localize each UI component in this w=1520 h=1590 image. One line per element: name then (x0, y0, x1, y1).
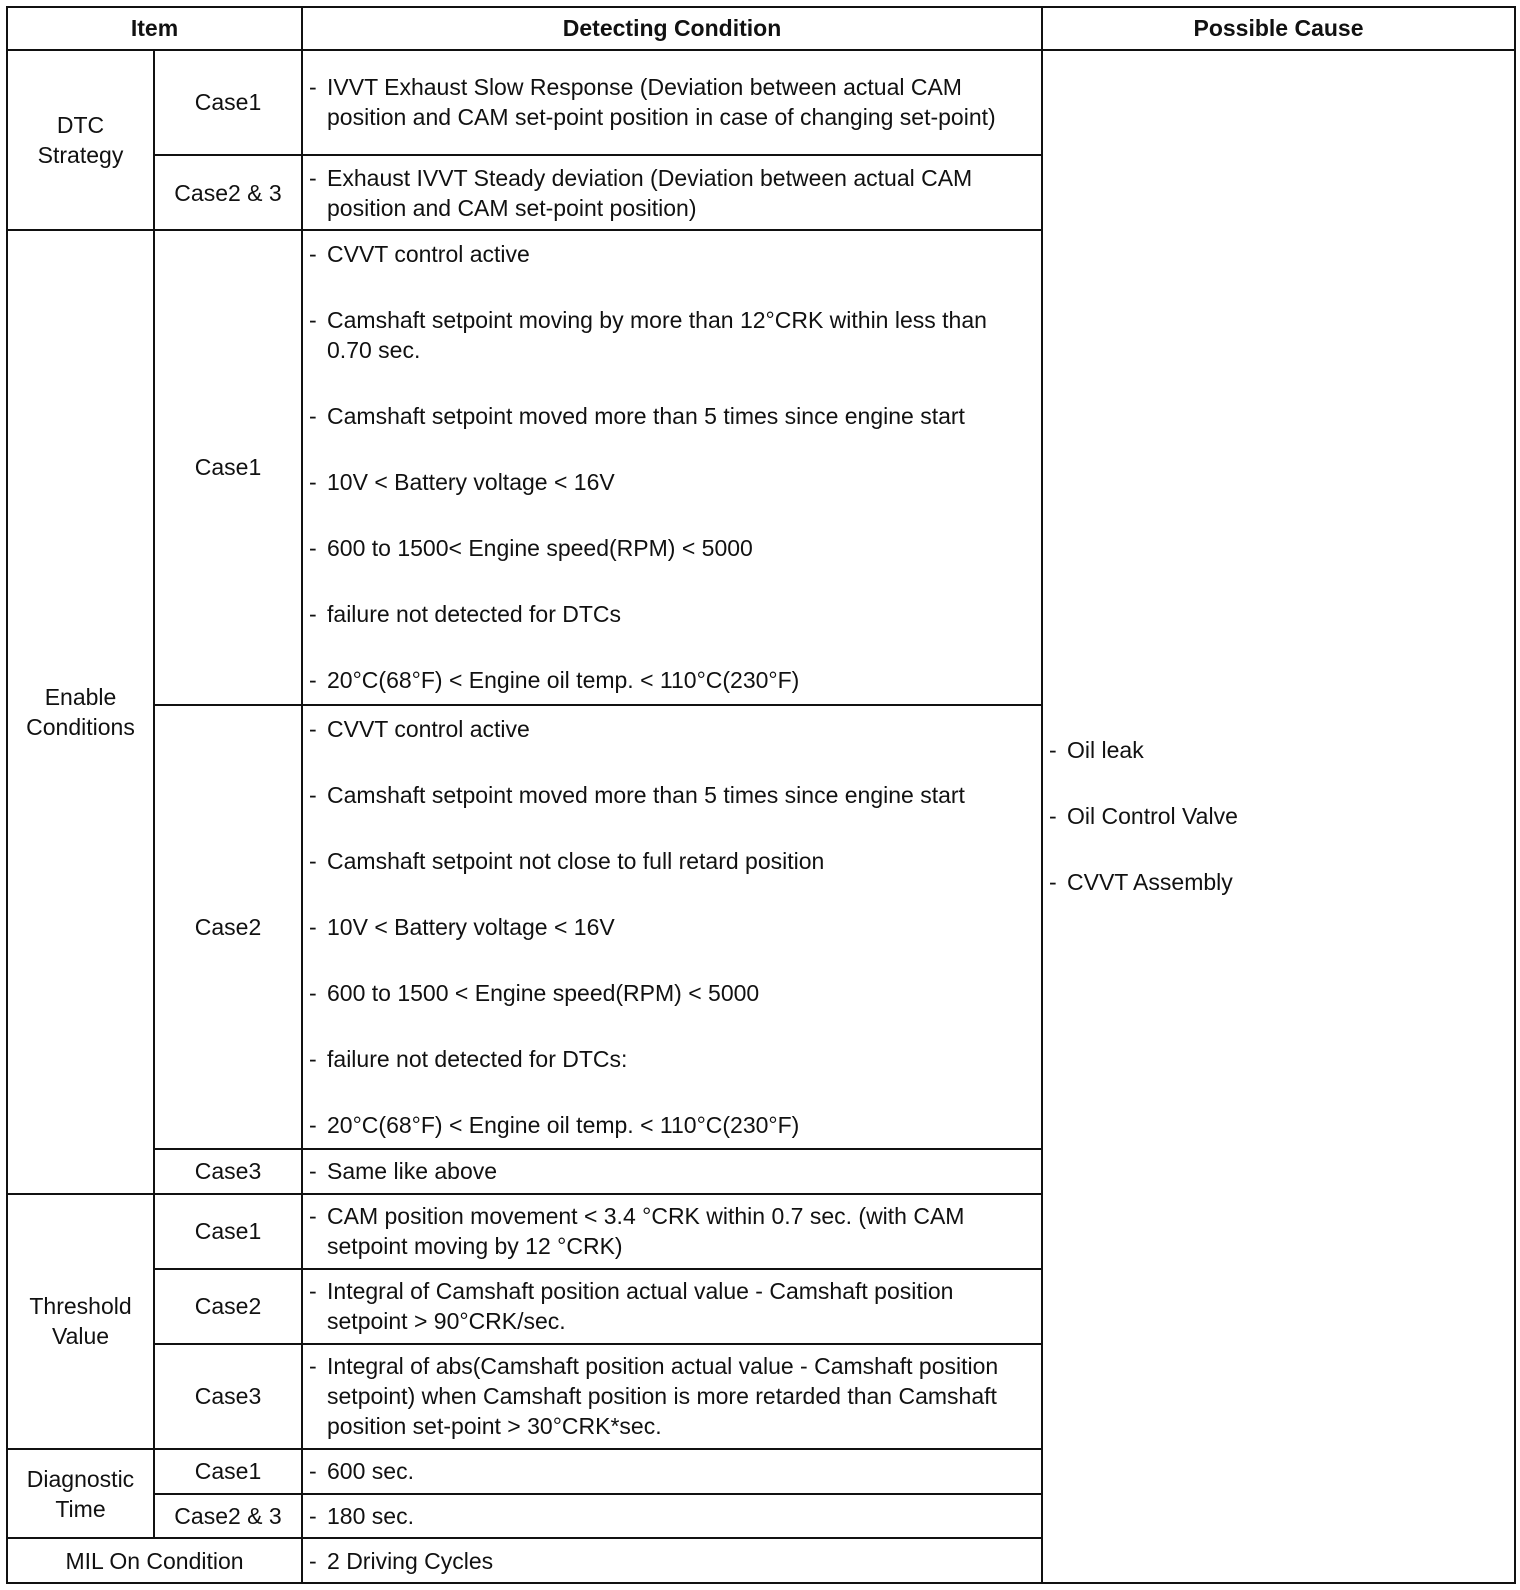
bullet-dash: - (309, 667, 317, 694)
header-item: Item (7, 7, 302, 50)
condition-item (309, 239, 1035, 269)
condition-text: 20°C(68°F) < Engine oil temp. < 110°C(230°F) (327, 667, 800, 694)
threshold-value-label (7, 1194, 154, 1450)
case-label: Case3 (154, 1344, 302, 1449)
condition-item (309, 978, 1035, 1008)
bullet-dash: - (1049, 869, 1057, 896)
condition-text: 600 sec. (327, 1458, 414, 1485)
case-label: Case3 (154, 1149, 302, 1194)
condition-text: failure not detected for DTCs: (327, 1045, 628, 1072)
case-label: Case2 (154, 705, 302, 1149)
condition-item (309, 1501, 1035, 1531)
bullet-dash: - (309, 1547, 317, 1574)
condition-item (309, 1201, 1035, 1261)
condition-text: 180 sec. (327, 1503, 414, 1529)
bullet-dash: - (309, 979, 317, 1006)
condition-text: Camshaft setpoint not close to full retard position (327, 847, 825, 874)
condition-item (309, 72, 1035, 132)
condition-text: Oil Control Valve (1067, 803, 1238, 830)
condition-item (309, 401, 1035, 431)
bullet-dash: - (309, 847, 317, 874)
condition-text: CVVT control active (327, 715, 530, 742)
header-possible-cause: Possible Cause (1042, 7, 1515, 50)
condition-item (309, 780, 1035, 810)
condition-cell (302, 1149, 1042, 1194)
condition-cell (302, 155, 1042, 230)
condition-text: 600 to 1500< Engine speed(RPM) < 5000 (327, 535, 753, 562)
condition-item (309, 163, 1035, 223)
case-label: Case1 (154, 230, 302, 705)
condition-item (309, 1044, 1035, 1074)
condition-text: Integral of abs(Camshaft position actual value - Camshaft position setpoint) when Camshaft position is more retarded than Camshaft position set-point > 30°CRK*sec. (327, 1353, 999, 1440)
condition-item (309, 665, 1035, 695)
condition-text: Camshaft setpoint moved more than 5 times since engine start (327, 781, 965, 808)
condition-cell (302, 1538, 1042, 1583)
condition-text: 600 to 1500 < Engine speed(RPM) < 5000 (327, 979, 760, 1006)
bullet-dash: - (309, 1353, 317, 1380)
table-row (7, 50, 1515, 155)
condition-text: Camshaft setpoint moved more than 5 times since engine start (327, 403, 965, 430)
condition-item (309, 714, 1035, 744)
header-detecting-condition: Detecting Condition (302, 7, 1042, 50)
condition-cell (302, 50, 1042, 155)
condition-text: 20°C(68°F) < Engine oil temp. < 110°C(230°F) (327, 1111, 800, 1138)
bullet-dash: - (309, 1045, 317, 1072)
condition-cell (302, 230, 1042, 705)
case-label: Case2 & 3 (154, 1494, 302, 1539)
condition-item (1049, 735, 1508, 765)
condition-text: 10V < Battery voltage < 16V (327, 913, 615, 940)
bullet-dash: - (309, 535, 317, 562)
condition-item (309, 1546, 1035, 1576)
dtc-strategy-label (7, 50, 154, 231)
bullet-dash: - (1049, 803, 1057, 830)
condition-text: 10V < Battery voltage < 16V (327, 469, 615, 496)
label-line: Value (51, 1323, 110, 1350)
bullet-dash: - (309, 601, 317, 628)
possible-cause-cell (1042, 50, 1515, 1583)
bullet-dash: - (309, 469, 317, 496)
label-line: Conditions (26, 713, 135, 740)
label-line: Strategy (37, 141, 124, 168)
bullet-dash: - (309, 913, 317, 940)
mil-on-condition-label: MIL On Condition (7, 1538, 302, 1583)
condition-text: Exhaust IVVT Steady deviation (Deviation between actual CAM position and CAM set-point position) (327, 164, 973, 221)
condition-item (309, 599, 1035, 629)
condition-text: Integral of Camshaft position actual value - Camshaft position setpoint > 90°CRK/sec. (327, 1278, 954, 1335)
condition-text: Same like above (327, 1158, 498, 1185)
bullet-dash: - (309, 1503, 317, 1529)
case-label: Case1 (154, 1449, 302, 1494)
condition-item (309, 1156, 1035, 1186)
header-row (7, 7, 1515, 50)
condition-text: IVVT Exhaust Slow Response (Deviation between actual CAM position and CAM set-point position in case of changing set-point) (327, 74, 996, 131)
condition-item (309, 1110, 1035, 1140)
condition-item (1049, 801, 1508, 831)
condition-cell (302, 1449, 1042, 1494)
label-line: Diagnostic (26, 1465, 135, 1492)
case-label: Case2 & 3 (154, 155, 302, 230)
label-line: DTC (56, 111, 105, 138)
condition-text: Camshaft setpoint moving by more than 12°CRK within less than 0.70 sec. (327, 307, 987, 364)
condition-item (309, 533, 1035, 563)
bullet-dash: - (309, 1458, 317, 1485)
condition-item (309, 305, 1035, 365)
condition-item (309, 1456, 1035, 1486)
condition-cell (302, 1344, 1042, 1449)
label-line: Time (55, 1495, 106, 1522)
bullet-dash: - (1049, 737, 1057, 764)
bullet-dash: - (309, 1158, 317, 1185)
case-label: Case2 (154, 1269, 302, 1344)
condition-text: CAM position movement < 3.4 °CRK within 0.7 sec. (with CAM setpoint moving by 12 °CRK) (327, 1203, 965, 1260)
condition-item (1049, 867, 1508, 897)
bullet-dash: - (309, 1111, 317, 1138)
diagnostic-time-label (7, 1449, 154, 1538)
label-line: Enable (44, 683, 117, 710)
condition-text: CVVT Assembly (1067, 869, 1233, 896)
condition-item (309, 846, 1035, 876)
bullet-dash: - (309, 781, 317, 808)
condition-cell (302, 1494, 1042, 1539)
condition-text: Oil leak (1067, 737, 1144, 764)
condition-item (309, 1276, 1035, 1336)
condition-item (309, 1351, 1035, 1441)
condition-text: 2 Driving Cycles (327, 1547, 494, 1574)
bullet-dash: - (309, 241, 317, 268)
condition-item (309, 912, 1035, 942)
case-label: Case1 (154, 1194, 302, 1269)
condition-cell (302, 1269, 1042, 1344)
condition-text: CVVT control active (327, 241, 530, 268)
case-label: Case1 (154, 50, 302, 155)
bullet-dash: - (309, 1278, 317, 1305)
condition-cell (302, 705, 1042, 1149)
condition-cell (302, 1194, 1042, 1269)
label-line: Threshold (29, 1293, 132, 1320)
condition-text: failure not detected for DTCs (327, 601, 622, 628)
bullet-dash: - (309, 715, 317, 742)
bullet-dash: - (309, 74, 317, 101)
bullet-dash: - (309, 164, 317, 191)
bullet-dash: - (309, 1203, 317, 1230)
bullet-dash: - (309, 307, 317, 334)
condition-item (309, 467, 1035, 497)
enable-conditions-label (7, 230, 154, 1193)
diagnostic-spec-table (6, 6, 1516, 1584)
bullet-dash: - (309, 403, 317, 430)
